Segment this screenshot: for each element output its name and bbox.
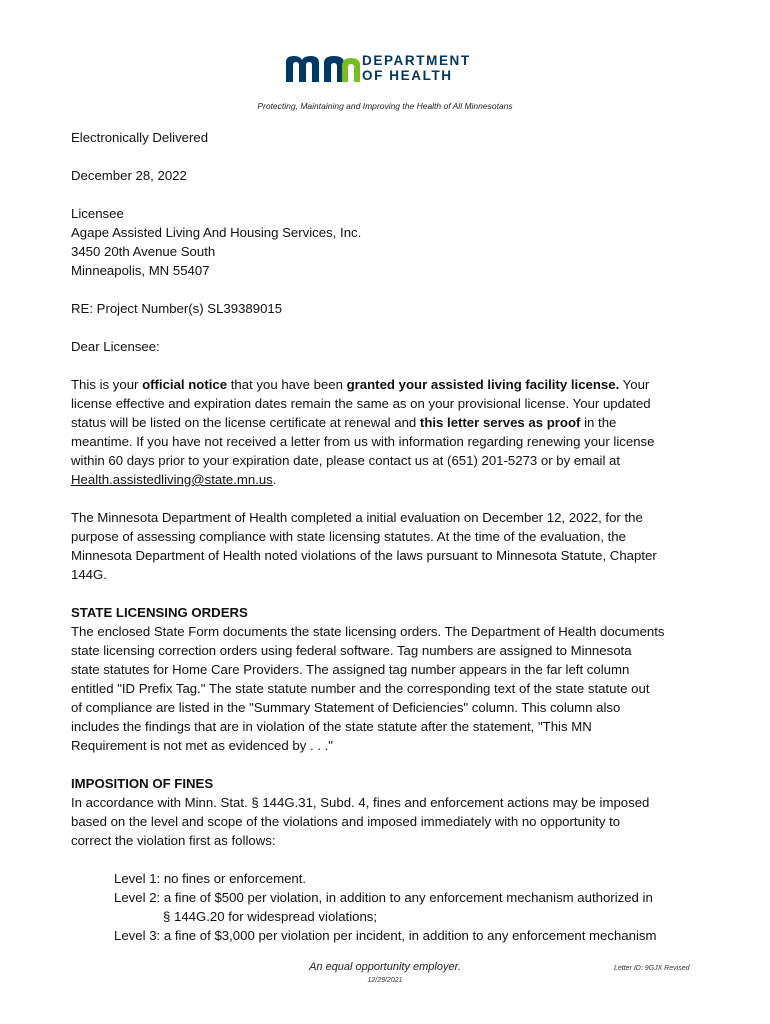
salutation: Dear Licensee:: [71, 339, 160, 354]
text-line: The enclosed State Form documents the state licensing orders. The Department of Health documents: [71, 624, 665, 639]
text-line: 144G.: [71, 567, 107, 582]
paragraph-evaluation: [71, 508, 696, 584]
dept-line1: DEPARTMENT: [362, 53, 471, 68]
section-heading: STATE LICENSING ORDERS: [71, 605, 248, 620]
text-line: Requirement is not met as evidenced by . . .": [71, 738, 333, 753]
footer-date: 12/29/2021: [367, 977, 403, 984]
letter-body: [71, 128, 696, 945]
text-line: includes the findings that are in violation of the state statute after the statement, "This MN: [71, 719, 592, 734]
text-line: correct the violation first as follows:: [71, 833, 276, 848]
footer-eoe: An equal opportunity employer.: [309, 961, 461, 973]
section-state-licensing-orders: [71, 603, 696, 755]
fine-level-1: Level 1: no fines or enforcement.: [114, 871, 307, 886]
text-line: The Minnesota Department of Health completed a initial evaluation on December 12, 2022, for the: [71, 510, 643, 525]
text-run: that you have been: [227, 377, 347, 392]
re-line: RE: Project Number(s) SL39389015: [71, 301, 283, 316]
footer-letter-id: Letter ID: 9GJX Revised: [614, 965, 690, 972]
tagline: Protecting, Maintaining and Improving the Health of All Minnesotans: [257, 101, 513, 111]
text-line: entitled "ID Prefix Tag." The state statute number and the corresponding text of the state statute out: [71, 681, 650, 696]
text-line: state licensing correction orders using federal software. Tag numbers are assigned to Minnesota: [71, 643, 632, 658]
paragraph-license-notice: [71, 375, 696, 489]
text-line: meantime. If you have not received a letter from us with information regarding renewing your license: [71, 434, 655, 449]
text-run: in the: [580, 415, 617, 430]
text-line: state statutes for Home Care Providers. The assigned tag number appears in the far left column: [71, 662, 630, 677]
address-line: 3450 20th Avenue South: [71, 244, 216, 259]
text-run: .: [272, 472, 277, 487]
address-line: Agape Assisted Living And Housing Services, Inc.: [71, 225, 362, 240]
fine-level-2-continued: § 144G.20 for widespread violations;: [163, 909, 378, 924]
mn-logo-mark: [284, 52, 362, 84]
text-line: Minnesota Department of Health noted violations of the laws pursuant to Minnesota Statute, Chapter: [71, 548, 657, 563]
address-block: [71, 204, 696, 280]
text-line: purpose of assessing compliance with state licensing statutes. At the time of the evaluation, the: [71, 529, 626, 544]
text-line: of compliance are listed in the "Summary Statement of Deficiencies" column. This column also: [71, 700, 621, 715]
text-run-bold: granted your assisted living facility license.: [346, 377, 620, 392]
text-line: license effective and expiration dates remain the same as on your provisional license. Your updated: [71, 396, 651, 411]
fine-level-3: Level 3: a fine of $3,000 per violation per incident, in addition to any enforcement mechanism: [114, 928, 657, 943]
section-imposition-of-fines: [71, 774, 696, 945]
text-line: In accordance with Minn. Stat. § 144G.31, Subd. 4, fines and enforcement actions may be imposed: [71, 795, 650, 810]
address-line: Licensee: [71, 206, 124, 221]
text-run: status will be listed on the license certificate at renewal and: [71, 415, 420, 430]
text-line: within 60 days prior to your expiration date, please contact us at (651) 201-5273 or by email at: [71, 453, 621, 468]
letter-date: December 28, 2022: [71, 168, 187, 183]
dept-name: [362, 53, 471, 83]
text-run: This is your: [71, 377, 143, 392]
email-link[interactable]: Health.assistedliving@state.mn.us: [71, 472, 273, 487]
text-run-bold: this letter serves as proof: [419, 415, 581, 430]
text-run-bold: official notice: [142, 377, 228, 392]
section-heading: IMPOSITION OF FINES: [71, 776, 214, 791]
delivery-method: Electronically Delivered: [71, 130, 209, 145]
text-line: based on the level and scope of the violations and imposed immediately with no opportunity to: [71, 814, 621, 829]
text-run: Your: [619, 377, 650, 392]
address-line: Minneapolis, MN 55407: [71, 263, 210, 278]
dept-line2: OF HEALTH: [362, 68, 453, 83]
fine-level-2: Level 2: a fine of $500 per violation, in addition to any enforcement mechanism authorized in: [114, 890, 653, 905]
